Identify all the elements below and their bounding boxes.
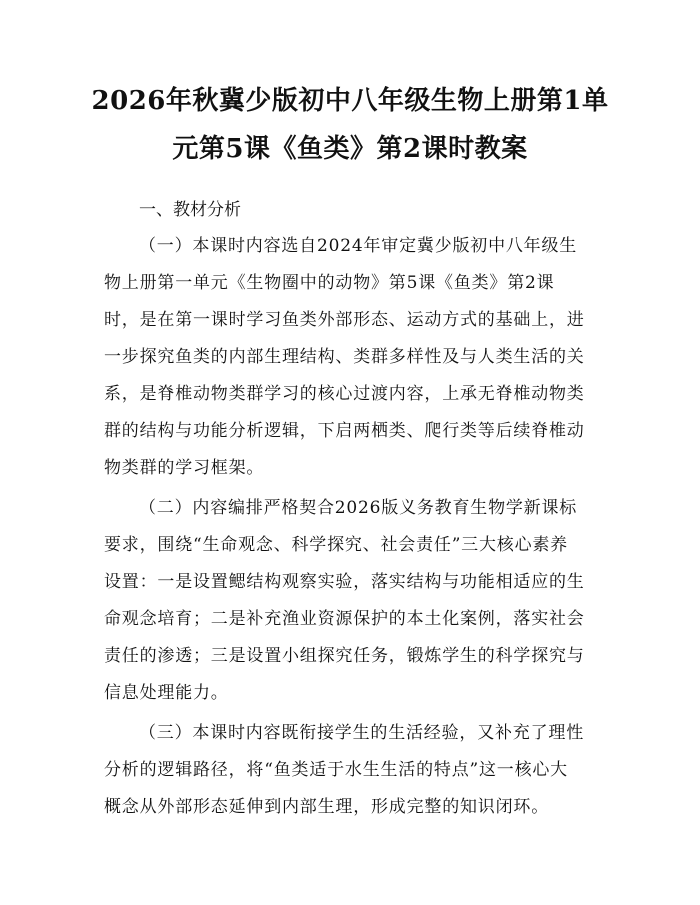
paragraph-line: 群的结构与功能分析逻辑，下启两栖类、爬行类等后续脊椎动	[104, 421, 585, 441]
paragraph-line: 系，是脊椎动物类群学习的核心过渡内容，上承无脊椎动物类	[104, 384, 585, 404]
section-heading: 一、教材分析	[139, 200, 241, 220]
paragraph-line: 信息处理能力。	[104, 683, 229, 703]
paragraph-line: 时，是在第一课时学习鱼类外部形态、运动方式的基础上，进	[104, 310, 585, 330]
paragraph-line: 分析的逻辑路径，将“鱼类适于水生生活的特点”这一核心大	[104, 760, 568, 780]
paragraph-line: 命观念培育；二是补充渔业资源保护的本土化案例，落实社会	[104, 609, 585, 629]
paragraph-line: 要求，围绕“生命观念、科学探究、社会责任”三大核心素养	[104, 535, 568, 555]
paragraph-line: （二）内容编排严格契合2026版义务教育生物学新课标	[139, 498, 578, 518]
document-title-line-1: 2026年秋冀少版初中八年级生物上册第1单	[91, 86, 609, 116]
paragraph-line: 物上册第一单元《生物圈中的动物》第5课《鱼类》第2课	[104, 273, 555, 293]
paragraph-line: 责任的渗透；三是设置小组探究任务，锻炼学生的科学探究与	[104, 646, 585, 666]
paragraph-line: 物类群的学习框架。	[104, 458, 265, 478]
paragraph-line: 概念从外部形态延伸到内部生理，形成完整的知识闭环。	[104, 797, 549, 817]
paragraph-line: 一步探究鱼类的内部生理结构、类群多样性及与人类生活的关	[104, 347, 585, 367]
paragraph-line: （三）本课时内容既衔接学生的生活经验，又补充了理性	[139, 723, 584, 743]
paragraph-line: 设置：一是设置鳃结构观察实验，落实结构与功能相适应的生	[104, 572, 585, 592]
paragraph-line: （一）本课时内容选自2024年审定冀少版初中八年级生	[139, 236, 578, 256]
document-title-line-2: 元第5课《鱼类》第2课时教案	[172, 134, 528, 164]
